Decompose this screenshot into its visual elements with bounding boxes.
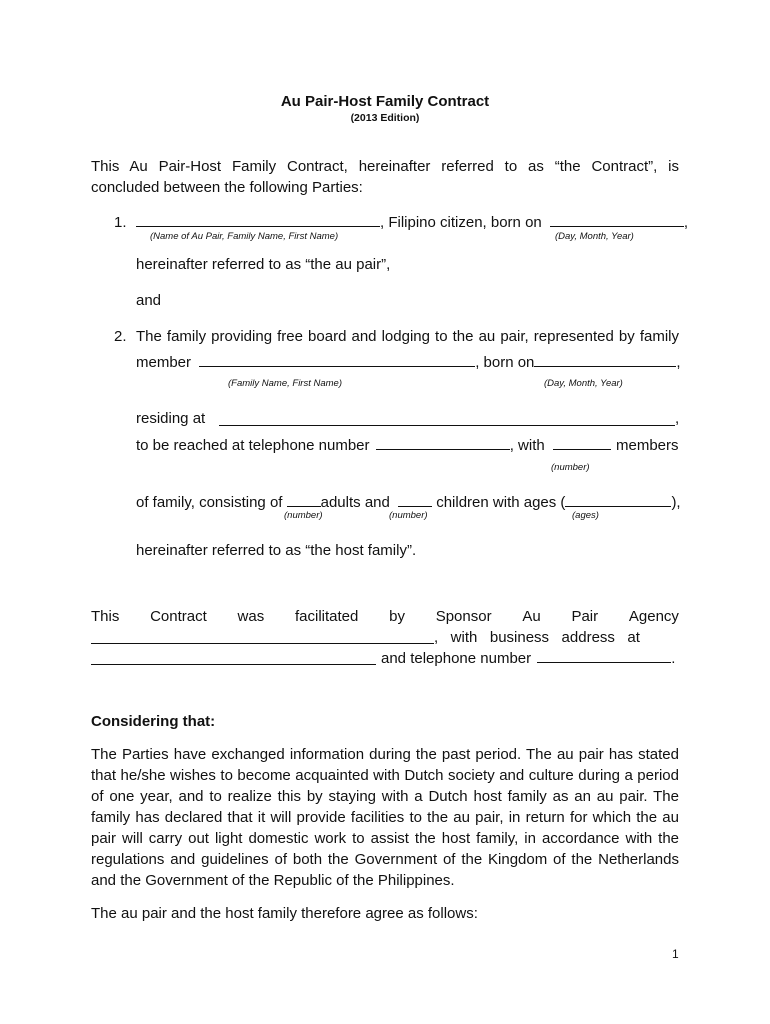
party1-number: 1. <box>114 214 127 231</box>
residing-label: residing at <box>136 410 206 427</box>
family-member-name-field[interactable] <box>199 352 475 367</box>
au-pair-name-field[interactable] <box>136 212 380 227</box>
page-number: 1 <box>672 947 679 961</box>
adults-number-hint: (number) <box>284 510 323 521</box>
family-member-birthdate-field[interactable] <box>534 352 676 367</box>
telephone-line <box>136 435 611 456</box>
document-edition: (2013 Edition) <box>350 112 420 124</box>
agency-name-field[interactable] <box>91 629 434 644</box>
au-pair-referred: hereinafter referred to as “the au pair”, <box>136 256 391 273</box>
au-pair-date-hint: (Day, Month, Year) <box>555 231 634 242</box>
agency-phone-text: and telephone number <box>381 650 532 667</box>
intro-line-1: This Au Pair-Host Family Contract, hereinafter referred to as “the Contract”, is <box>91 158 679 175</box>
family-date-hint: (Day, Month, Year) <box>544 378 623 389</box>
agency-address-field[interactable] <box>91 650 376 665</box>
children-count-field[interactable] <box>398 492 432 507</box>
family-text: of family, consisting of <box>136 494 283 511</box>
members-count-field[interactable] <box>553 435 611 450</box>
children-ages-field[interactable] <box>565 492 671 507</box>
adults-count-field[interactable] <box>287 492 321 507</box>
member-line <box>136 352 681 373</box>
considering-line-4: family has declared that it will provide facilities to the au pair, in return for which the au <box>91 809 679 826</box>
considering-line-7: and the Government of the Republic of the Philippines. <box>91 872 455 889</box>
party1-line <box>136 212 688 233</box>
facil-word-8: Pair <box>571 608 599 625</box>
considering-line-6: regulations and guidelines of both the Government of the Kingdom of the Netherlands <box>91 851 679 868</box>
member-comma: , <box>676 354 681 371</box>
ages-hint: (ages) <box>572 510 599 521</box>
closing-sentence: The au pair and the host family therefore agree as follows: <box>91 905 478 922</box>
members-number-hint: (number) <box>551 462 590 473</box>
considering-paragraph <box>91 744 679 891</box>
considering-line-3: of one year, and to realize this by staying with a Dutch host family as an au pair. The <box>91 788 679 805</box>
party2-number: 2. <box>114 328 127 345</box>
telephone-text: to be reached at telephone number <box>136 437 370 454</box>
born-on-text: , born on <box>475 354 535 371</box>
facil-word-4: facilitated <box>294 608 359 625</box>
facil-word-3: was <box>237 608 265 625</box>
agency-period: . <box>671 650 676 667</box>
considering-line-1: The Parties have exchanged information during the past period. The au pair has stated <box>91 746 679 763</box>
close-paren: ), <box>671 494 681 511</box>
business-address-text: , with business address at <box>434 629 640 646</box>
residing-comma: , <box>675 410 680 427</box>
residence-address-field[interactable] <box>219 411 675 426</box>
members-text: members <box>616 437 679 454</box>
family-telephone-field[interactable] <box>376 435 510 450</box>
facil-word-1: This <box>91 608 120 625</box>
member-label: member <box>136 354 192 371</box>
adults-text: adults and <box>320 494 390 511</box>
party1-comma: , <box>683 214 689 231</box>
considering-line-2: that he/she wishes to become acquainted with Dutch society and culture during a period <box>91 767 679 784</box>
party2-line-1: The family providing free board and lodging to the au pair, represented by family <box>136 328 679 345</box>
family-name-hint: (Family Name, First Name) <box>228 378 343 389</box>
citizen-text: , Filipino citizen, born on <box>380 214 542 231</box>
facil-word-2: Contract <box>150 608 207 625</box>
agency-phone-line <box>381 648 675 669</box>
children-number-hint: (number) <box>389 510 428 521</box>
document-title: Au Pair-Host Family Contract <box>280 93 490 110</box>
facil-word-5: by <box>389 608 405 625</box>
au-pair-birthdate-field[interactable] <box>550 212 684 227</box>
agency-telephone-field[interactable] <box>537 648 671 663</box>
intro-line-2: concluded between the following Parties: <box>91 179 363 196</box>
facil-word-9: Agency <box>628 608 679 625</box>
with-text: , with <box>509 437 545 454</box>
au-pair-name-hint: (Name of Au Pair, Family Name, First Name) <box>150 231 339 242</box>
facilitation-line-1 <box>91 606 679 627</box>
children-text: children with ages ( <box>436 494 566 511</box>
facil-word-7: Au <box>522 608 541 625</box>
host-family-referred: hereinafter referred to as “the host family”. <box>136 542 417 559</box>
and-text: and <box>136 292 162 309</box>
considering-heading: Considering that: <box>91 713 216 730</box>
considering-line-5: pair will carry out light domestic work to assist the host family, in accordance with the <box>91 830 679 847</box>
facil-word-6: Sponsor <box>435 608 492 625</box>
